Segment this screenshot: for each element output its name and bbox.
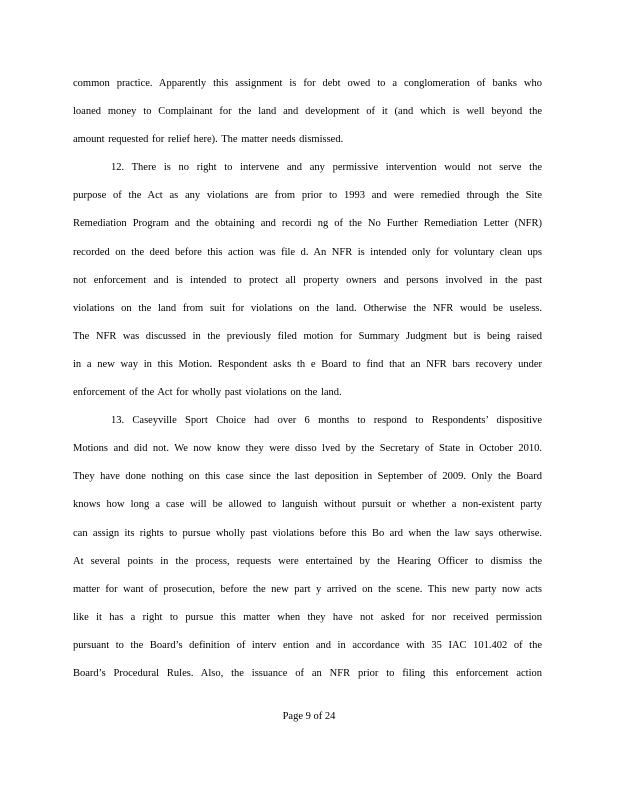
text-line: Board’s Procedural Rules. Also, the issuance of an NFR prior to filing this enforcement action [73, 667, 542, 679]
text-line: not enforcement and is intended to protect all property owners and persons involved in the past [73, 274, 542, 286]
text-line: in a new way in this Motion. Respondent asks th e Board to find that an NFR bars recovery under [73, 358, 542, 370]
text-line: matter for want of prosecution, before the new part y arrived on the scene. This new party now acts [73, 583, 542, 595]
body-text [73, 70, 542, 688]
text-line: The NFR was discussed in the previously filed motion for Summary Judgment but is being raised [73, 330, 542, 342]
text-line: pursuant to the Board’s definition of interv ention and in accordance with 35 IAC 101.402 of the [73, 639, 542, 651]
text-line: amount requested for relief here). The matter needs dismissed. [73, 134, 344, 146]
page-number-footer: Page 9 of 24 [282, 711, 336, 722]
text-line: Motions and did not. We now know they were disso lved by the Secretary of State in October 2010. [73, 443, 542, 455]
text-line: loaned money to Complainant for the land and development of it (and which is well beyond the [73, 106, 542, 118]
text-line: enforcement of the Act for wholly past violations on the land. [73, 387, 342, 399]
text-line: Remediation Program and the obtaining and recordi ng of the No Further Remediation Letter (NFR) [73, 218, 542, 230]
text-line: common practice. Apparently this assignment is for debt owed to a conglomeration of banks who [73, 78, 542, 89]
text-line: They have done nothing on this case since the last deposition in September of 2009. Only the Board [73, 471, 542, 483]
text-line: knows how long a case will be allowed to languish without pursuit or whether a non-existent party [73, 499, 542, 511]
text-line: violations on the land from suit for violations on the land. Otherwise the NFR would be useless. [73, 302, 542, 314]
text-line: can assign its rights to pursue wholly past violations before this Bo ard when the law says otherwise. [73, 527, 542, 539]
text-line: like it has a right to pursue this matter when they have not asked for nor received permission [73, 611, 542, 623]
text-line: recorded on the deed before this action was file d. An NFR is intended only for voluntary clean ups [73, 246, 542, 258]
text-line: At several points in the process, requests were entertained by the Hearing Officer to dismiss the [73, 555, 542, 567]
text-line: purpose of the Act as any violations are from prior to 1993 and were remedied through the Site [73, 190, 542, 202]
paragraph-13-first-line: 13. Caseyville Sport Choice had over 6 months to respond to Respondents’ dispositive [111, 415, 542, 427]
paragraph-12-first-line: 12. There is no right to intervene and any permissive intervention would not serve the [111, 162, 542, 174]
